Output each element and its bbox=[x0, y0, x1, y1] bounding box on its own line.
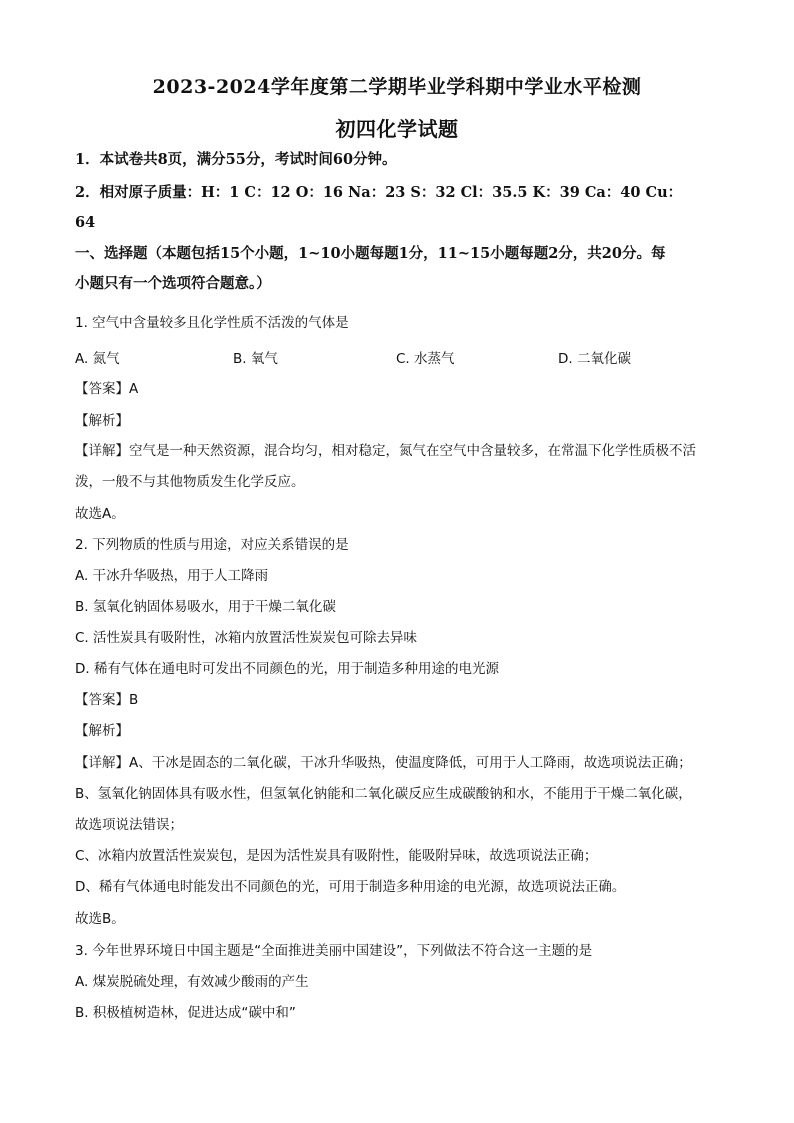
question-2-option-d: D. 稀有气体在通电时可发出不同颜色的光，用于制造多种用途的电光源 bbox=[75, 661, 499, 677]
question-2-conclusion: 故选B。 bbox=[75, 911, 125, 927]
question-2-option-a: A. 干冰升华吸热，用于人工降雨 bbox=[75, 568, 269, 584]
question-3-stem: 3. 今年世界环境日中国主题是“全面推进美丽中国建设”，下列做法不符合这一主题的是 bbox=[75, 943, 593, 959]
question-2-option-b: B. 氢氧化钠固体易吸水，用于干燥二氧化碳 bbox=[75, 599, 336, 615]
section-heading: 一、选择题（本题包括15个小题，1~10小题每题1分，11~15小题每题2分，共20分。每 bbox=[75, 245, 666, 262]
question-2-detail-a: 【详解】A、干冰是固态的二氧化碳，干冰升华吸热，使温度降低，可用于人工降雨，故选项说法正确； bbox=[75, 755, 692, 771]
question-1-option-c: C. 水蒸气 bbox=[396, 351, 455, 367]
note-2: 2．相对原子质量：H：1 C：12 O：16 Na：23 S：32 Cl：35.5 K：39 Ca：40 Cu： bbox=[75, 184, 683, 201]
note-2-cont: 64 bbox=[75, 214, 96, 231]
question-2-option-c: C. 活性炭具有吸附性，冰箱内放置活性炭炭包可除去异味 bbox=[75, 630, 418, 646]
question-2-detail-c: C、冰箱内放置活性炭炭包，是因为活性炭具有吸附性，能吸附异味，故选项说法正确； bbox=[75, 848, 598, 864]
question-2-stem: 2. 下列物质的性质与用途，对应关系错误的是 bbox=[75, 537, 349, 553]
question-1-option-d: D. 二氧化碳 bbox=[558, 351, 631, 367]
page-subtitle: 初四化学试题 bbox=[335, 117, 459, 141]
question-2-answer: 【答案】B bbox=[75, 692, 139, 708]
question-1-detail-cont: 泼，一般不与其他物质发生化学反应。 bbox=[75, 474, 305, 490]
question-2-detail-b: B、氢氧化钠固体具有吸水性，但氢氧化钠能和二氧化碳反应生成碳酸钠和水，不能用于干燥二氧化碳， bbox=[75, 786, 692, 802]
page-title: 2023-2024学年度第二学期毕业学科期中学业水平检测 bbox=[152, 76, 642, 98]
question-1-detail: 【详解】空气是一种天然资源，混合均匀，相对稳定，氮气在空气中含量较多，在常温下化学性质极不活 bbox=[75, 443, 696, 459]
question-1-option-b: B. 氧气 bbox=[233, 351, 278, 367]
question-1-options bbox=[75, 347, 729, 367]
question-1-conclusion: 故选A。 bbox=[75, 506, 125, 522]
question-2-analysis: 【解析】 bbox=[75, 723, 129, 739]
question-2-detail-b-cont: 故选项说法错误； bbox=[75, 817, 183, 833]
question-1-analysis: 【解析】 bbox=[75, 413, 129, 429]
question-1-answer: 【答案】A bbox=[75, 381, 139, 397]
question-3-option-a: A. 煤炭脱硫处理，有效减少酸雨的产生 bbox=[75, 974, 309, 990]
section-heading-cont: 小题只有一个选项符合题意。） bbox=[75, 275, 271, 292]
question-2-detail-d: D、稀有气体通电时能发出不同颜色的光，可用于制造多种用途的电光源，故选项说法正确。 bbox=[75, 879, 626, 895]
question-3-option-b: B. 积极植树造林，促进达成“碳中和” bbox=[75, 1005, 296, 1021]
question-1-stem: 1. 空气中含量较多且化学性质不活泼的气体是 bbox=[75, 315, 349, 331]
note-1: 1．本试卷共8页，满分55分，考试时间60分钟。 bbox=[75, 151, 397, 168]
question-1-option-a: A. 氮气 bbox=[75, 351, 120, 367]
